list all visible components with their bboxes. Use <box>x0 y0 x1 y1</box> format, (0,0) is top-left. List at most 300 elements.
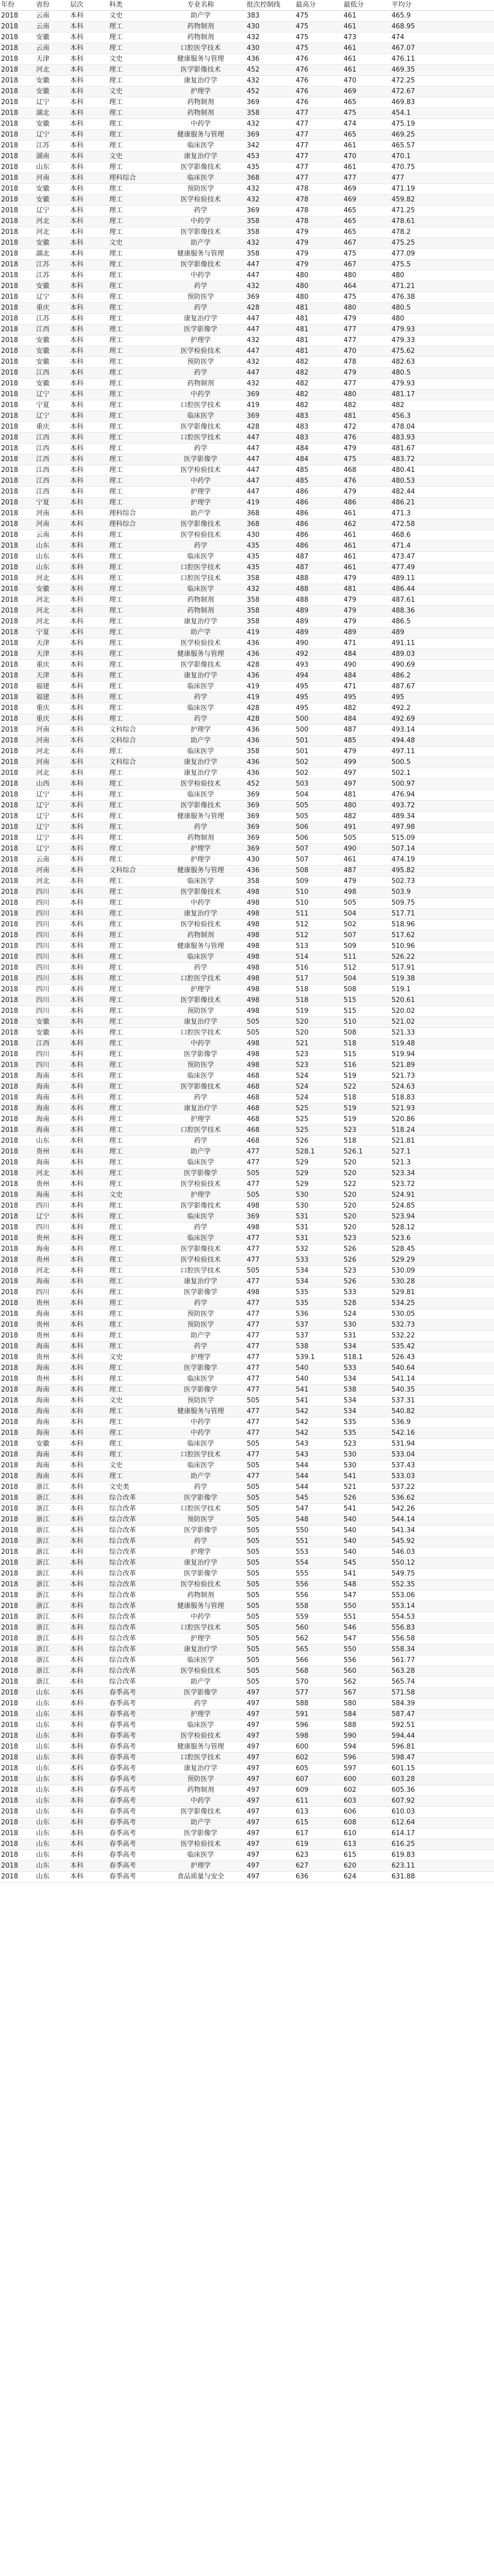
cell-level: 本科 <box>69 498 108 509</box>
cell-province: 辽宁 <box>35 292 69 303</box>
cell-province: 海南 <box>35 1082 69 1093</box>
cell-min-score: 479 <box>343 876 390 887</box>
cell-province: 山东 <box>35 1861 69 1872</box>
cell-year: 2018 <box>0 530 35 541</box>
cell-level: 本科 <box>69 638 108 649</box>
cell-spacer <box>442 454 494 465</box>
cell-major: 健康服务与管理 <box>156 130 246 141</box>
cell-province: 海南 <box>35 1396 69 1406</box>
cell-avg-score: 520.02 <box>390 1006 442 1017</box>
cell-year: 2018 <box>0 671 35 682</box>
cell-level: 本科 <box>69 1179 108 1190</box>
cell-year: 2018 <box>0 844 35 855</box>
cell-min-score: 477 <box>343 173 390 184</box>
cell-max-score: 617 <box>295 1828 343 1839</box>
cell-batch-line: 505 <box>246 1504 295 1515</box>
cell-avg-score: 519.94 <box>390 1049 442 1060</box>
cell-category: 文科综合 <box>108 736 156 747</box>
table-row <box>0 1623 494 1634</box>
cell-category: 春季高考 <box>108 1850 156 1861</box>
cell-province: 山东 <box>35 1731 69 1742</box>
cell-level: 本科 <box>69 1828 108 1839</box>
cell-avg-score: 536.62 <box>390 1493 442 1504</box>
cell-spacer <box>442 389 494 400</box>
cell-spacer <box>442 1720 494 1731</box>
cell-min-score: 461 <box>343 552 390 563</box>
cell-level: 本科 <box>69 238 108 249</box>
cell-province: 贵州 <box>35 1298 69 1309</box>
cell-level: 本科 <box>69 1190 108 1201</box>
table-row <box>0 357 494 368</box>
cell-level: 本科 <box>69 206 108 216</box>
cell-batch-line: 436 <box>246 757 295 768</box>
cell-batch-line: 498 <box>246 1006 295 1017</box>
cell-major: 护理学 <box>156 1861 246 1872</box>
table-row <box>0 1190 494 1201</box>
table-row <box>0 1298 494 1309</box>
cell-batch-line: 447 <box>246 314 295 325</box>
cell-year: 2018 <box>0 1493 35 1504</box>
cell-max-score: 512 <box>295 930 343 941</box>
cell-avg-score: 476.38 <box>390 292 442 303</box>
cell-province: 河北 <box>35 1266 69 1277</box>
cell-major: 康复治疗学 <box>156 1558 246 1569</box>
cell-province: 河南 <box>35 757 69 768</box>
cell-category: 理工 <box>108 628 156 638</box>
cell-year: 2018 <box>0 1417 35 1428</box>
cell-avg-score: 489.11 <box>390 573 442 584</box>
table-row <box>0 887 494 898</box>
cell-year: 2018 <box>0 1601 35 1612</box>
cell-batch-line: 453 <box>246 151 295 162</box>
cell-spacer <box>442 736 494 747</box>
cell-province: 河北 <box>35 216 69 227</box>
cell-max-score: 553 <box>295 1547 343 1558</box>
table-row <box>0 1049 494 1060</box>
cell-major: 康复治疗学 <box>156 76 246 87</box>
table-row <box>0 119 494 130</box>
cell-category: 理工 <box>108 346 156 357</box>
cell-province: 海南 <box>35 1104 69 1114</box>
cell-max-score: 540 <box>295 1374 343 1385</box>
cell-province: 海南 <box>35 1406 69 1417</box>
cell-major: 临床医学 <box>156 584 246 595</box>
cell-level: 本科 <box>69 1461 108 1471</box>
cell-level: 本科 <box>69 801 108 811</box>
cell-major: 护理学 <box>156 725 246 736</box>
cell-spacer <box>442 790 494 801</box>
cell-province: 山东 <box>35 1720 69 1731</box>
cell-province: 重庆 <box>35 714 69 725</box>
cell-major: 医学影像学 <box>156 325 246 335</box>
cell-year: 2018 <box>0 1331 35 1342</box>
cell-province: 海南 <box>35 1461 69 1471</box>
cell-major: 医学影像技术 <box>156 660 246 671</box>
cell-spacer <box>442 801 494 811</box>
cell-batch-line: 505 <box>246 1612 295 1623</box>
table-row <box>0 487 494 498</box>
cell-province: 河北 <box>35 617 69 628</box>
cell-year: 2018 <box>0 270 35 281</box>
cell-province: 山东 <box>35 1828 69 1839</box>
cell-batch-line: 497 <box>246 1699 295 1709</box>
cell-spacer <box>442 1645 494 1655</box>
table-header-row <box>0 0 494 11</box>
cell-batch-line: 498 <box>246 941 295 952</box>
cell-spacer <box>442 76 494 87</box>
cell-spacer <box>442 898 494 909</box>
cell-province: 福建 <box>35 692 69 703</box>
cell-level: 本科 <box>69 1731 108 1742</box>
cell-year: 2018 <box>0 995 35 1006</box>
cell-min-score: 515 <box>343 1049 390 1060</box>
cell-avg-score: 478.2 <box>390 227 442 238</box>
cell-year: 2018 <box>0 281 35 292</box>
cell-major: 健康服务与管理 <box>156 1406 246 1417</box>
cell-batch-line: 447 <box>246 444 295 454</box>
cell-province: 云南 <box>35 43 69 54</box>
cell-category: 理工 <box>108 444 156 454</box>
cell-year: 2018 <box>0 1363 35 1374</box>
cell-avg-score: 495.82 <box>390 866 442 876</box>
cell-category: 综合改革 <box>108 1580 156 1590</box>
cell-major: 药学 <box>156 1699 246 1709</box>
cell-major: 助产学 <box>156 736 246 747</box>
cell-level: 本科 <box>69 1764 108 1774</box>
cell-year: 2018 <box>0 1093 35 1104</box>
cell-province: 浙江 <box>35 1515 69 1526</box>
cell-category: 理工 <box>108 692 156 703</box>
cell-year: 2018 <box>0 1742 35 1753</box>
cell-batch-line: 432 <box>246 238 295 249</box>
cell-level: 本科 <box>69 725 108 736</box>
cell-batch-line: 505 <box>246 1482 295 1493</box>
cell-category: 理工 <box>108 270 156 281</box>
cell-level: 本科 <box>69 995 108 1006</box>
cell-max-score: 495 <box>295 692 343 703</box>
cell-min-score: 520 <box>343 1212 390 1223</box>
cell-province: 天津 <box>35 649 69 660</box>
cell-level: 本科 <box>69 941 108 952</box>
cell-year: 2018 <box>0 141 35 151</box>
cell-min-score: 470 <box>343 151 390 162</box>
table-row <box>0 1093 494 1104</box>
cell-batch-line: 358 <box>246 573 295 584</box>
cell-major: 口腔医学技术 <box>156 1623 246 1634</box>
cell-spacer <box>442 866 494 876</box>
cell-spacer <box>442 1482 494 1493</box>
table-row <box>0 1320 494 1331</box>
cell-year: 2018 <box>0 866 35 876</box>
cell-batch-line: 498 <box>246 1039 295 1049</box>
cell-province: 海南 <box>35 1190 69 1201</box>
table-row <box>0 270 494 281</box>
table-row <box>0 1655 494 1666</box>
cell-max-score: 537 <box>295 1320 343 1331</box>
cell-level: 本科 <box>69 974 108 985</box>
cell-category: 理工 <box>108 292 156 303</box>
cell-province: 河南 <box>35 509 69 519</box>
cell-batch-line: 505 <box>246 1526 295 1536</box>
cell-min-score: 530 <box>343 1320 390 1331</box>
cell-min-score: 498 <box>343 887 390 898</box>
cell-spacer <box>442 1244 494 1255</box>
cell-level: 本科 <box>69 1471 108 1482</box>
cell-batch-line: 369 <box>246 833 295 844</box>
cell-spacer <box>442 1374 494 1385</box>
cell-category: 理工 <box>108 952 156 963</box>
table-row <box>0 833 494 844</box>
cell-province: 浙江 <box>35 1623 69 1634</box>
cell-year: 2018 <box>0 1104 35 1114</box>
cell-province: 江西 <box>35 465 69 476</box>
cell-year: 2018 <box>0 314 35 325</box>
cell-min-score: 580 <box>343 1699 390 1709</box>
cell-category: 理工 <box>108 379 156 389</box>
cell-spacer <box>442 887 494 898</box>
cell-major: 临床医学 <box>156 552 246 563</box>
cell-min-score: 489 <box>343 628 390 638</box>
cell-province: 浙江 <box>35 1666 69 1677</box>
cell-min-score: 584 <box>343 1709 390 1720</box>
cell-min-score: 600 <box>343 1774 390 1785</box>
cell-min-score: 526 <box>343 1493 390 1504</box>
cell-spacer <box>442 54 494 65</box>
cell-min-score: 461 <box>343 541 390 552</box>
cell-spacer <box>442 476 494 487</box>
cell-max-score: 570 <box>295 1677 343 1688</box>
cell-category: 理工 <box>108 595 156 606</box>
cell-max-score: 523 <box>295 1049 343 1060</box>
cell-spacer <box>442 1406 494 1417</box>
cell-province: 山东 <box>35 1785 69 1796</box>
cell-category: 文史 <box>108 87 156 97</box>
cell-year: 2018 <box>0 1482 35 1493</box>
cell-avg-score: 456.3 <box>390 411 442 422</box>
cell-batch-line: 432 <box>246 32 295 43</box>
cell-max-score: 558 <box>295 1601 343 1612</box>
cell-batch-line: 432 <box>246 76 295 87</box>
cell-avg-score: 459.82 <box>390 195 442 206</box>
cell-batch-line: 369 <box>246 1212 295 1223</box>
cell-max-score: 520 <box>295 1017 343 1028</box>
cell-year: 2018 <box>0 1017 35 1028</box>
table-row <box>0 325 494 335</box>
cell-major: 口腔医学技术 <box>156 1266 246 1277</box>
cell-min-score: 533 <box>343 1287 390 1298</box>
cell-year: 2018 <box>0 963 35 974</box>
cell-major: 药物制剂 <box>156 606 246 617</box>
cell-year: 2018 <box>0 1287 35 1298</box>
cell-min-score: 461 <box>343 65 390 76</box>
cell-category: 理工 <box>108 119 156 130</box>
cell-avg-score: 550.12 <box>390 1558 442 1569</box>
cell-spacer <box>442 606 494 617</box>
cell-province: 山东 <box>35 541 69 552</box>
table-row <box>0 1753 494 1764</box>
cell-batch-line: 428 <box>246 303 295 314</box>
cell-max-score: 486 <box>295 541 343 552</box>
cell-avg-score: 471.25 <box>390 206 442 216</box>
cell-spacer <box>442 779 494 790</box>
cell-level: 本科 <box>69 509 108 519</box>
cell-min-score: 479 <box>343 444 390 454</box>
cell-year: 2018 <box>0 325 35 335</box>
cell-year: 2018 <box>0 909 35 920</box>
cell-min-score: 550 <box>343 1645 390 1655</box>
header-category: 科类 <box>108 0 156 11</box>
cell-min-score: 479 <box>343 314 390 325</box>
cell-level: 本科 <box>69 335 108 346</box>
cell-major: 护理学 <box>156 498 246 509</box>
cell-year: 2018 <box>0 1785 35 1796</box>
cell-batch-line: 432 <box>246 119 295 130</box>
cell-batch-line: 505 <box>246 1190 295 1201</box>
cell-max-score: 524 <box>295 1082 343 1093</box>
cell-batch-line: 452 <box>246 87 295 97</box>
table-row <box>0 519 494 530</box>
cell-max-score: 534 <box>295 1277 343 1287</box>
cell-province: 浙江 <box>35 1645 69 1655</box>
cell-spacer <box>442 422 494 433</box>
cell-max-score: 524 <box>295 1093 343 1104</box>
cell-major: 助产学 <box>156 1147 246 1158</box>
cell-avg-score: 519.1 <box>390 985 442 995</box>
cell-level: 本科 <box>69 1093 108 1104</box>
cell-major: 口腔医学技术 <box>156 1028 246 1039</box>
table-row <box>0 1861 494 1872</box>
cell-max-score: 542 <box>295 1428 343 1439</box>
cell-major: 临床医学 <box>156 1233 246 1244</box>
cell-spacer <box>442 130 494 141</box>
cell-avg-score: 592.51 <box>390 1720 442 1731</box>
cell-avg-score: 480 <box>390 270 442 281</box>
table-row <box>0 725 494 736</box>
cell-batch-line: 497 <box>246 1861 295 1872</box>
cell-min-score: 471 <box>343 638 390 649</box>
cell-min-score: 541 <box>343 1471 390 1482</box>
cell-major: 临床医学 <box>156 876 246 887</box>
cell-year: 2018 <box>0 876 35 887</box>
cell-province: 河南 <box>35 519 69 530</box>
cell-major: 医学影像技术 <box>156 519 246 530</box>
cell-year: 2018 <box>0 76 35 87</box>
cell-category: 理工 <box>108 606 156 617</box>
cell-year: 2018 <box>0 692 35 703</box>
cell-year: 2018 <box>0 54 35 65</box>
cell-category: 综合改革 <box>108 1558 156 1569</box>
cell-min-score: 602 <box>343 1785 390 1796</box>
cell-batch-line: 419 <box>246 682 295 692</box>
cell-batch-line: 497 <box>246 1807 295 1818</box>
cell-category: 理工 <box>108 1244 156 1255</box>
cell-category: 综合改革 <box>108 1601 156 1612</box>
cell-year: 2018 <box>0 1688 35 1699</box>
cell-avg-score: 520.86 <box>390 1114 442 1125</box>
cell-province: 山东 <box>35 1753 69 1764</box>
cell-major: 医学检验技术 <box>156 1731 246 1742</box>
table-row <box>0 963 494 974</box>
table-row <box>0 1677 494 1688</box>
table-row <box>0 692 494 703</box>
cell-category: 理工 <box>108 1428 156 1439</box>
cell-category: 理工 <box>108 876 156 887</box>
cell-batch-line: 358 <box>246 249 295 260</box>
cell-level: 本科 <box>69 552 108 563</box>
cell-max-score: 485 <box>295 465 343 476</box>
cell-major: 临床医学 <box>156 173 246 184</box>
cell-province: 海南 <box>35 1125 69 1136</box>
cell-level: 本科 <box>69 1774 108 1785</box>
cell-spacer <box>442 747 494 757</box>
cell-min-score: 478 <box>343 357 390 368</box>
cell-major: 预防医学 <box>156 357 246 368</box>
cell-category: 综合改革 <box>108 1655 156 1666</box>
cell-category: 理工 <box>108 260 156 270</box>
cell-batch-line: 447 <box>246 476 295 487</box>
cell-batch-line: 498 <box>246 974 295 985</box>
cell-major: 临床医学 <box>156 682 246 692</box>
cell-batch-line: 477 <box>246 1298 295 1309</box>
cell-spacer <box>442 498 494 509</box>
cell-min-score: 538 <box>343 1385 390 1396</box>
cell-level: 本科 <box>69 260 108 270</box>
table-row <box>0 822 494 833</box>
cell-batch-line: 435 <box>246 541 295 552</box>
table-row <box>0 1147 494 1158</box>
cell-avg-score: 477 <box>390 173 442 184</box>
cell-category: 综合改革 <box>108 1677 156 1688</box>
cell-year: 2018 <box>0 1699 35 1709</box>
cell-year: 2018 <box>0 1580 35 1590</box>
cell-year: 2018 <box>0 887 35 898</box>
cell-batch-line: 358 <box>246 876 295 887</box>
cell-level: 本科 <box>69 519 108 530</box>
cell-year: 2018 <box>0 1060 35 1071</box>
cell-avg-score: 454.1 <box>390 108 442 119</box>
cell-level: 本科 <box>69 757 108 768</box>
cell-province: 山东 <box>35 1807 69 1818</box>
cell-max-score: 481 <box>295 346 343 357</box>
cell-min-score: 590 <box>343 1731 390 1742</box>
cell-province: 海南 <box>35 1342 69 1352</box>
table-row <box>0 162 494 173</box>
cell-year: 2018 <box>0 1277 35 1287</box>
cell-level: 本科 <box>69 1342 108 1352</box>
cell-avg-score: 517.71 <box>390 909 442 920</box>
cell-spacer <box>442 1006 494 1017</box>
cell-major: 医学影像学 <box>156 1493 246 1504</box>
cell-min-score: 534 <box>343 1374 390 1385</box>
cell-major: 医学检验技术 <box>156 1255 246 1266</box>
cell-min-score: 540 <box>343 1547 390 1558</box>
table-row <box>0 573 494 584</box>
cell-min-score: 507 <box>343 930 390 941</box>
cell-batch-line: 505 <box>246 1515 295 1526</box>
cell-avg-score: 535.42 <box>390 1342 442 1352</box>
cell-min-score: 465 <box>343 97 390 108</box>
cell-province: 辽宁 <box>35 389 69 400</box>
cell-major: 健康服务与管理 <box>156 1742 246 1753</box>
table-row <box>0 1255 494 1266</box>
cell-spacer <box>442 1569 494 1580</box>
cell-year: 2018 <box>0 1136 35 1147</box>
cell-batch-line: 432 <box>246 184 295 195</box>
cell-min-score: 461 <box>343 509 390 519</box>
cell-avg-score: 533.03 <box>390 1471 442 1482</box>
cell-spacer <box>442 1017 494 1028</box>
cell-major: 临床医学 <box>156 411 246 422</box>
